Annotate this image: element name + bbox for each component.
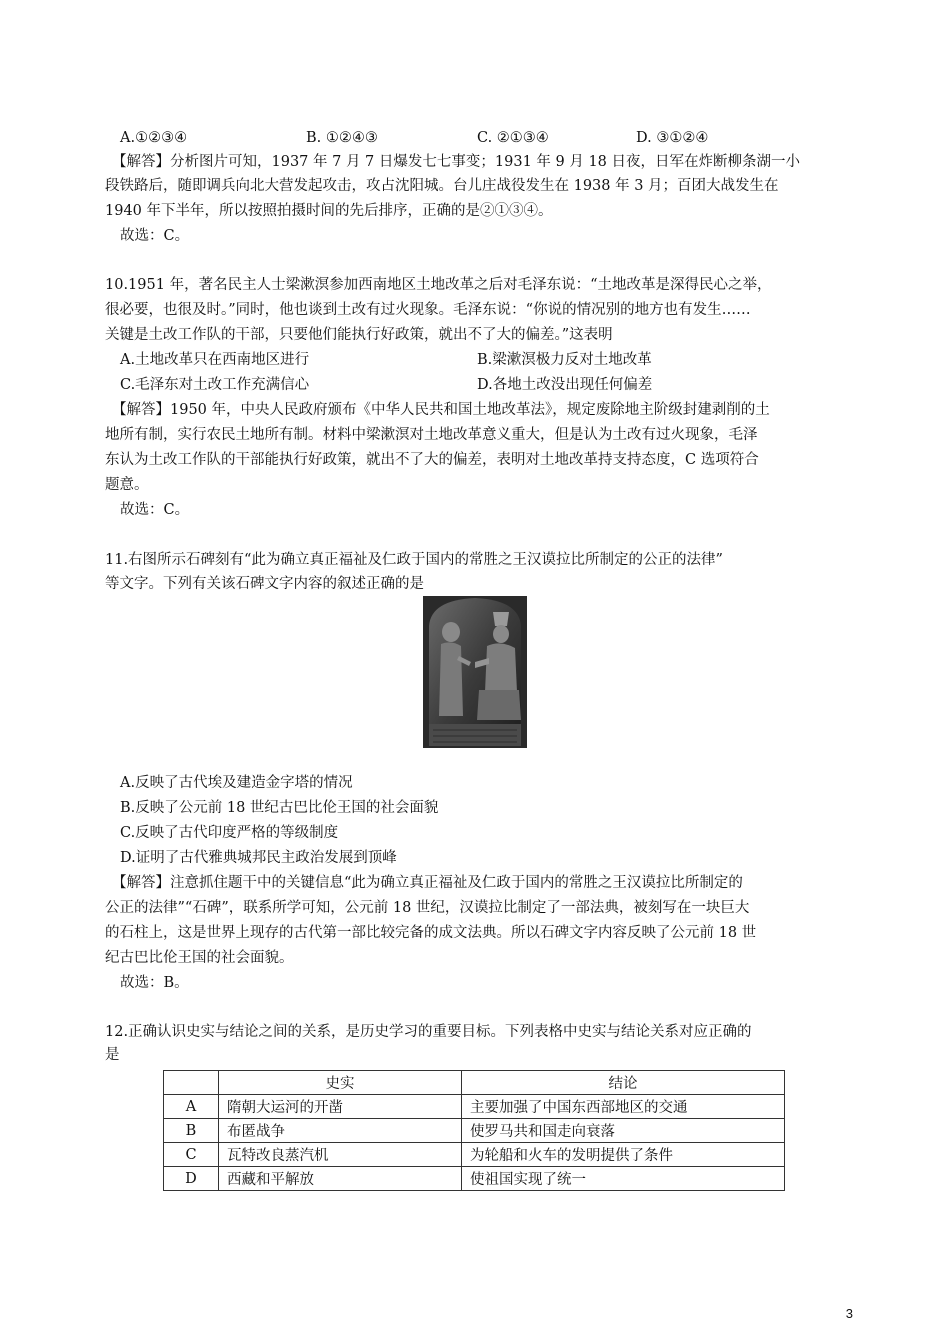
page-number: 3 [845, 1306, 853, 1321]
q11-stem-line: 11.右图所示石碑刻有“此为确立真正福祉及仁政于国内的常胜之王汉谟拉比所制定的公正的法律” [105, 552, 723, 568]
q9-answer-line: 段铁路后，随即调兵向北大营发起攻击，攻占沈阳城。台儿庄战役发生在 1938 年 3 月；百团大战发生在 [105, 178, 779, 194]
q10-answer-line: 题意。 [105, 477, 149, 493]
table-cell-conclusion: 使祖国实现了统一 [462, 1167, 785, 1191]
q11-option-a: A.反映了古代埃及建造金字塔的情况 [120, 775, 353, 791]
q9-answer-line: 1940 年下半年，所以按照拍摄时间的先后排序，正确的是②①③④。 [105, 203, 553, 219]
table-cell-key: B [164, 1119, 219, 1143]
table-header-conclusion: 结论 [462, 1071, 785, 1095]
q11-option-c: C.反映了古代印度严格的等级制度 [120, 825, 339, 841]
q12-stem-line: 12.正确认识史实与结论之间的关系，是历史学习的重要目标。下列表格中史实与结论关系对应正确的 [105, 1024, 752, 1040]
table-cell-conclusion: 使罗马共和国走向衰落 [462, 1119, 785, 1143]
stele-illustration [423, 596, 527, 748]
table-row [164, 1167, 785, 1191]
hammurabi-stele-image [423, 596, 527, 748]
table-row [164, 1119, 785, 1143]
q11-answer-line: 的石柱上，这是世界上现存的古代第一部比较完备的成文法典。所以石碑文字内容反映了公元前 18 世 [105, 925, 757, 941]
table-header-row [164, 1071, 785, 1095]
q11-answer-line: 【解答】注意抓住题干中的关键信息“此为确立真正福祉及仁政于国内的常胜之王汉谟拉比所制定的 [112, 875, 743, 891]
q9-choice: 故选：C。 [120, 228, 190, 244]
q10-answer-line: 东认为土改工作队的干部能执行好政策，就出不了大的偏差，表明对土地改革持支持态度，C 选项符合 [105, 452, 759, 468]
q11-stem-line: 等文字。下列有关该石碑文字内容的叙述正确的是 [105, 576, 424, 592]
table-cell-fact: 西藏和平解放 [219, 1167, 462, 1191]
table-cell-fact: 隋朝大运河的开凿 [219, 1095, 462, 1119]
table-cell-conclusion: 为轮船和火车的发明提供了条件 [462, 1143, 785, 1167]
q10-option-d: D.各地土改没出现任何偏差 [477, 377, 653, 393]
table-cell-key: A [164, 1095, 219, 1119]
q9-option-d: D. ③①②④ [636, 130, 709, 146]
q9-option-b: B. ①②④③ [306, 130, 378, 146]
table-cell-fact: 布匿战争 [219, 1119, 462, 1143]
q10-stem-line: 关键是土改工作队的干部，只要他们能执行好政策，就出不了大的偏差。”这表明 [105, 327, 613, 343]
q10-choice: 故选：C。 [120, 502, 190, 518]
q11-answer-line: 公正的法律”“石碑”，联系所学可知，公元前 18 世纪，汉谟拉比制定了一部法典，被刻写在一块巨大 [105, 900, 750, 916]
table-header-fact: 史实 [219, 1071, 462, 1095]
q10-stem-line: 很必要，也很及时。”同时，他也谈到土改有过火现象。毛泽东说：“你说的情况别的地方也有发生…… [105, 302, 751, 318]
q11-choice: 故选：B。 [120, 975, 189, 991]
table-cell-key: D [164, 1167, 219, 1191]
q10-option-c: C.毛泽东对土改工作充满信心 [120, 377, 310, 393]
q10-stem-line: 10.1951 年，著名民主人士梁漱溟参加西南地区土地改革之后对毛泽东说：“土地改革是深得民心之举， [105, 277, 772, 293]
table-cell-conclusion: 主要加强了中国东西部地区的交通 [462, 1095, 785, 1119]
q11-answer-line: 纪古巴比伦王国的社会面貌。 [105, 950, 294, 966]
table-row [164, 1143, 785, 1167]
q11-option-d: D.证明了古代雅典城邦民主政治发展到顶峰 [120, 850, 397, 866]
q9-answer-line: 【解答】分析图片可知，1937 年 7 月 7 日爆发七七事变；1931 年 9 月 18 日夜，日军在炸断柳条湖一小 [112, 154, 801, 170]
q11-option-b: B.反映了公元前 18 世纪古巴比伦王国的社会面貌 [120, 800, 439, 816]
history-fact-conclusion-table [163, 1070, 785, 1191]
q10-answer-line: 地所有制，实行农民土地所有制。材料中梁漱溟对土地改革意义重大，但是认为土改有过火现象，毛泽 [105, 427, 758, 443]
q9-option-a: A.①②③④ [120, 130, 188, 146]
table-cell-key: C [164, 1143, 219, 1167]
table-header-key [164, 1071, 219, 1095]
table-cell-fact: 瓦特改良蒸汽机 [219, 1143, 462, 1167]
q9-option-c: C. ②①③④ [477, 130, 549, 146]
q10-option-b: B.梁漱溟极力反对土地改革 [477, 352, 652, 368]
q12-stem-line: 是 [105, 1047, 120, 1063]
q10-option-a: A.土地改革只在西南地区进行 [120, 352, 310, 368]
q10-answer-line: 【解答】1950 年，中央人民政府颁布《中华人民共和国土地改革法》，规定废除地主阶级封建剥削的土 [112, 402, 770, 418]
table-row [164, 1095, 785, 1119]
